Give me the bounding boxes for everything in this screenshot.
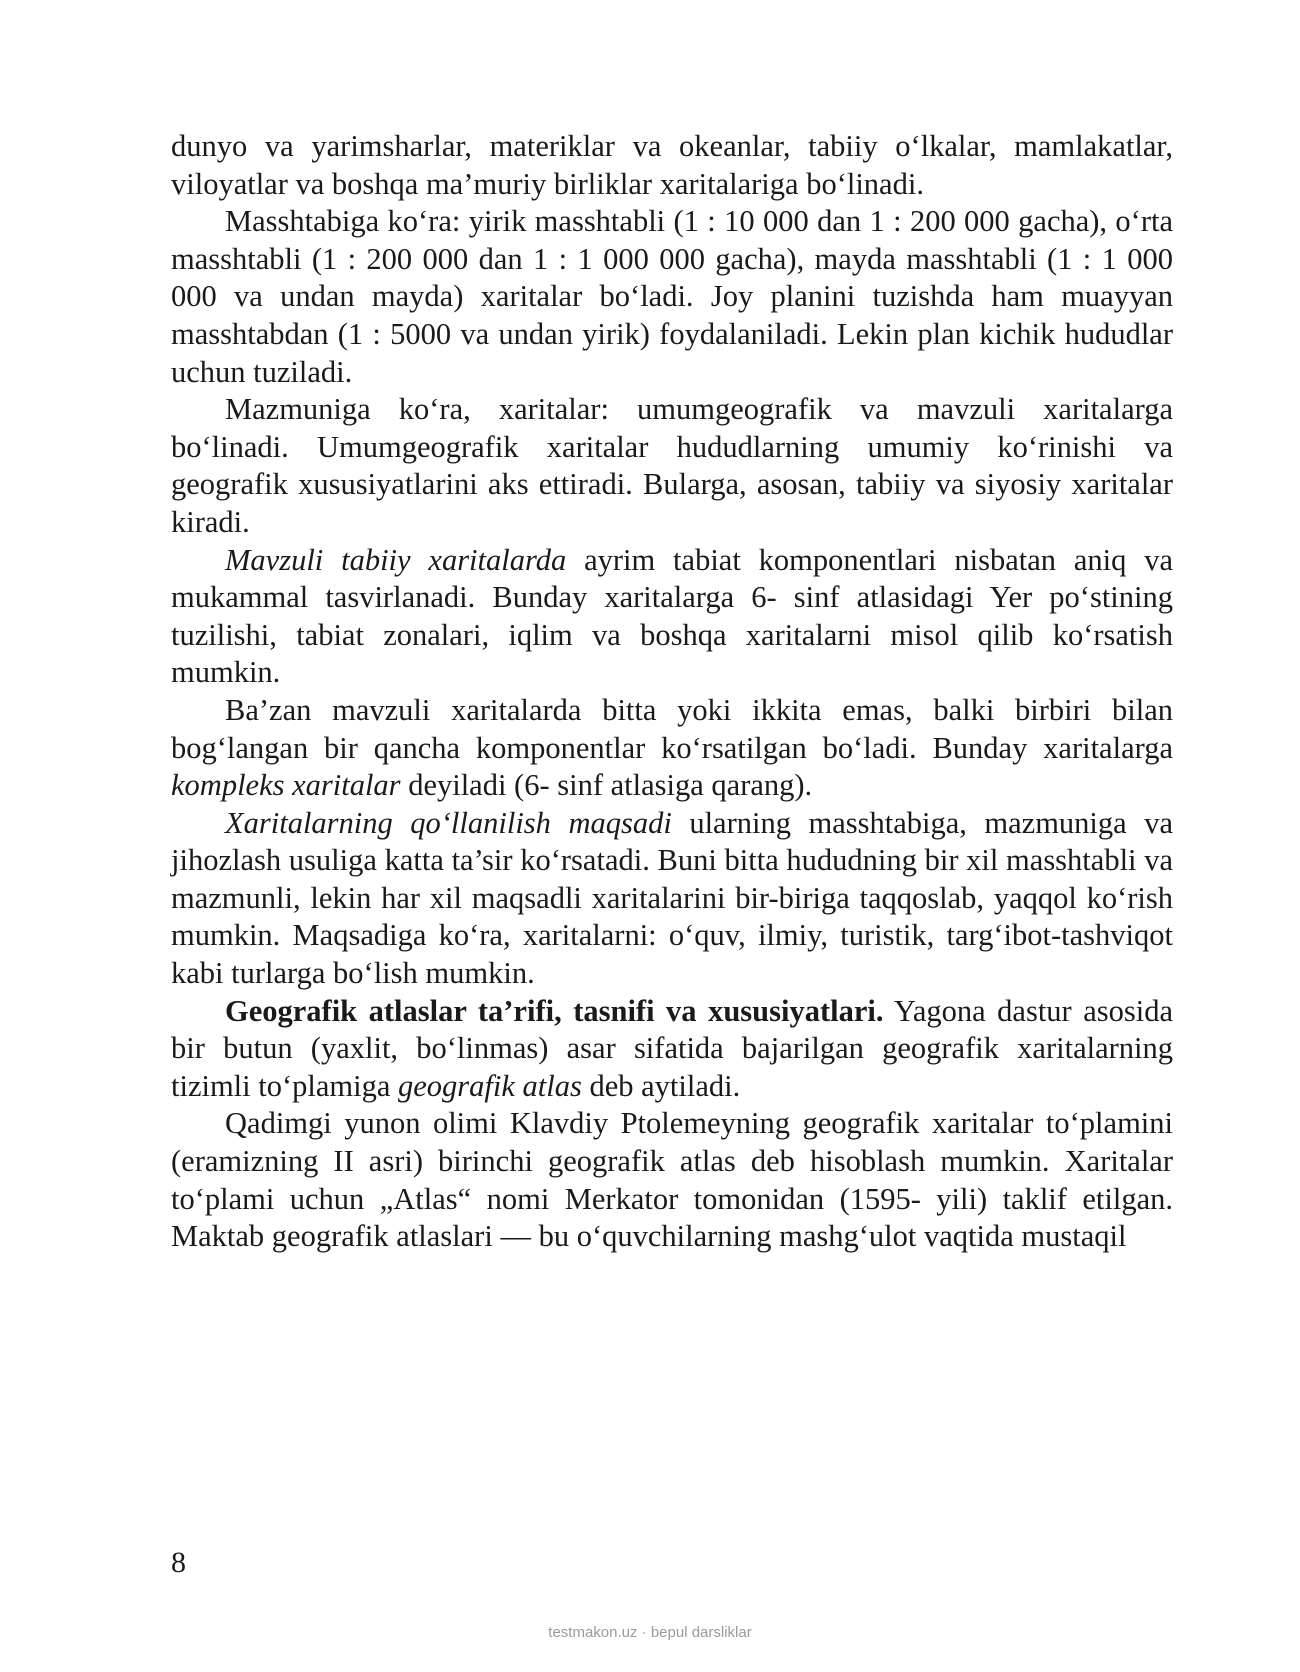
body-text	[171, 128, 1173, 1256]
page-number: 8	[171, 1546, 186, 1579]
paragraph-text: Yagona dastur asosida bir butun (yaxlit, bo‘linmas) asar sifatida bajarilgan geografik xaritalarning tizimli to‘plamiga	[171, 993, 1173, 1103]
paragraph-text: ayrim tabiat komponentlari nisbatan aniq va mukammal tasvirlanadi. Bunday xaritalarga 6- sinf atlasidagi Yer po‘stining tuzilishi, tabiat zonalari, iqlim va boshqa xaritalarni misol qilib ko‘rsatish mumkin.	[171, 542, 1173, 690]
paragraph-6	[171, 805, 1173, 993]
paragraph-4	[171, 542, 1173, 692]
paragraph-text: ularning masshtabiga, mazmuniga va jihozlash usuliga katta ta’sir ko‘rsatadi. Buni bitta hududning bir xil masshtabli va mazmunli, lekin har xil maqsadli xaritalarini bir-biriga taqqoslab, yaqqol ko‘rish mumkin. Maqsadiga ko‘ra, xaritalarni: o‘quv, ilmiy, turistik, targ‘ibot-tashviqot kabi turlarga bo‘lish mumkin.	[171, 805, 1173, 991]
italic-term: Xaritalarning qo‘llanilish maqsadi	[225, 805, 672, 840]
paragraph-7	[171, 993, 1173, 1106]
paragraph-5	[171, 692, 1173, 805]
footer-watermark: testmakon.uz · bepul darsliklar	[548, 1624, 752, 1641]
paragraph-2: Masshtabiga ko‘ra: yirik masshtabli (1 : 10 000 dan 1 : 200 000 gacha), o‘rta masshtabli (1 : 200 000 dan 1 : 1 000 000 gacha), mayda masshtabli (1 : 1 000 000 va undan mayda) xaritalar bo‘ladi. Joy planini tuzishda ham muayyan masshtabdan (1 : 5000 va undan yirik) foydalaniladi. Lekin plan kichik hududlar uchun tuziladi.	[171, 204, 1173, 389]
paragraph-1: dunyo va yarimsharlar, materiklar va okeanlar, tabiiy o‘lkalar, mamlakatlar, viloyatlar va boshqa ma’muriy birliklar xaritalariga bo‘linadi.	[171, 129, 1173, 201]
italic-term: geografik atlas	[398, 1068, 582, 1103]
italic-term: kompleks xaritalar	[171, 768, 401, 803]
paragraph-3: Mazmuniga ko‘ra, xaritalar: umumgeografik va mavzuli xaritalarga bo‘linadi. Umumgeografik xaritalar hududlarning umumiy ko‘rinishi va geografik xususiyatlarini aks ettiradi. Bularga, asosan, tabiiy va siyosiy xaritalar kiradi.	[171, 392, 1173, 539]
italic-term: Mavzuli tabiiy xaritalarda	[225, 542, 567, 577]
paragraph-text: deb aytiladi.	[581, 1068, 741, 1103]
section-heading: Geografik atlaslar ta’rifi, tasnifi va xususiyatlari.	[225, 993, 884, 1028]
paragraph-text: Ba’zan mavzuli xaritalarda bitta yoki ikkita emas, balki birbiri bilan bog‘langan bir qancha komponentlar ko‘rsatilgan bo‘ladi. Bunday xaritalarga	[171, 692, 1173, 765]
paragraph-8: Qadimgi yunon olimi Klavdiy Ptolemeyning geografik xaritalar to‘plamini (eramizning II asri) birinchi geografik atlas deb hisoblash mumkin. Xaritalar to‘plami uchun „Atlas“ nomi Merkator tomonidan (1595- yili) taklif etilgan. Maktab geografik atlaslari — bu o‘quvchilarning mashg‘ulot vaqtida mustaqil	[171, 1106, 1173, 1254]
paragraph-text: deyiladi (6- sinf atlasiga qarang).	[400, 768, 813, 803]
